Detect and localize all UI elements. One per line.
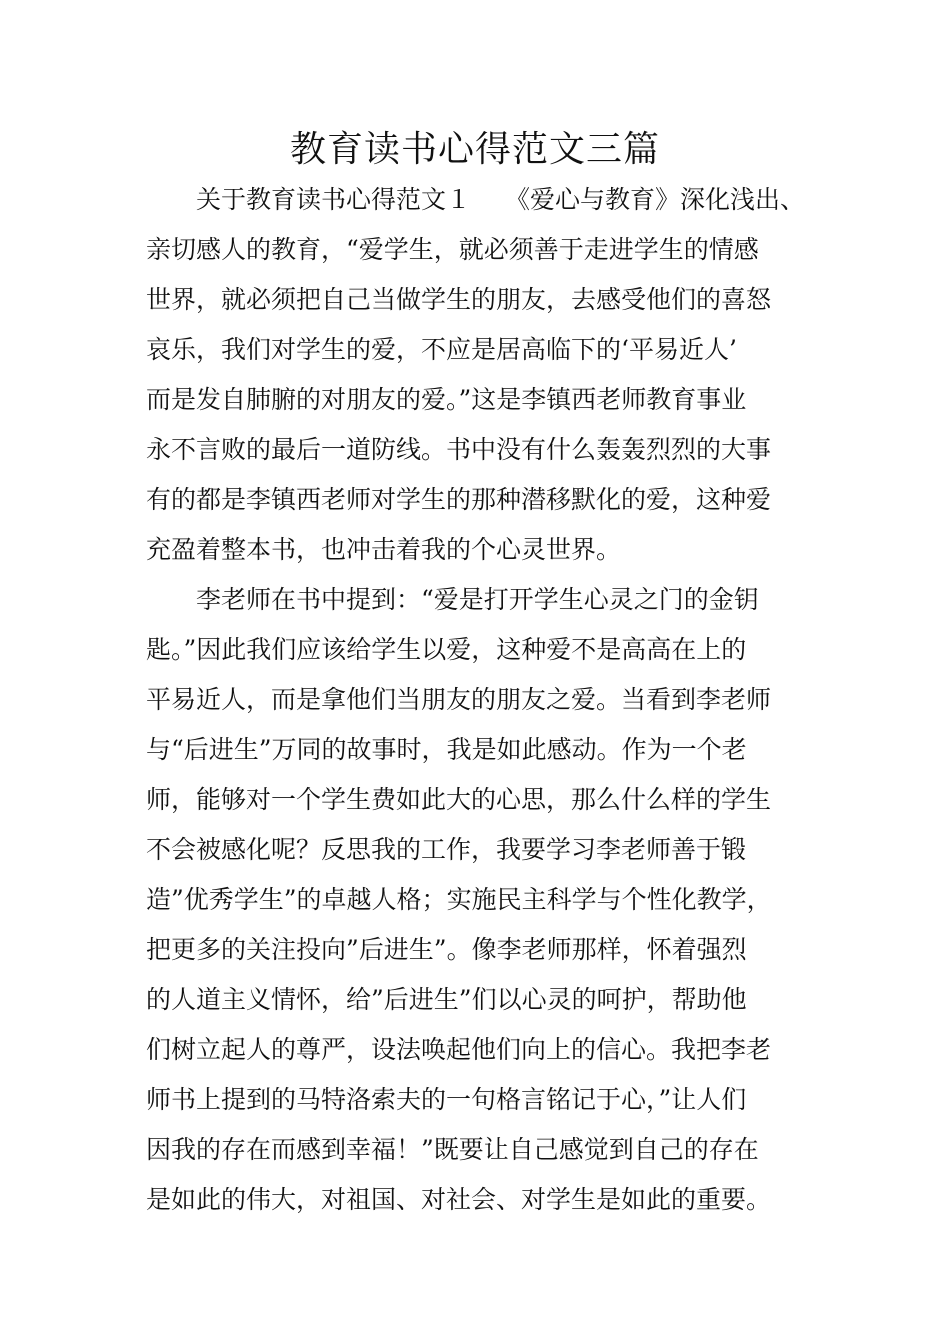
paragraph-2-line-12: 因我的存在而感到幸福！”既要让自己感觉到自己的存在 — [146, 1135, 759, 1164]
document-title: 教育读书心得范文三篇 — [289, 129, 660, 170]
paragraph-1-line-5: 而是发自肺腑的对朋友的爱。”这是李镇西老师教育事业 — [146, 385, 747, 414]
paragraph-1-line-6: 永不言败的最后一道防线。书中没有什么轰轰烈烈的大事 — [146, 435, 772, 464]
paragraph-2-line-7: 造”优秀学生”的卓越人格；实施民主科学与个性化教学， — [146, 885, 772, 914]
paragraph-1-line-2: 亲切感人的教育，“爱学生，就必须善于走进学生的情感 — [146, 235, 759, 264]
paragraph-2-line-5: 师，能够对一个学生费如此大的心思，那么什么样的学生 — [146, 785, 772, 814]
paragraph-1-line-8: 充盈着整本书，也冲击着我的个心灵世界。 — [146, 535, 622, 564]
paragraph-2-line-2: 匙。”因此我们应该给学生以爱，这种爱不是高高在上的 — [146, 635, 747, 664]
paragraph-2-line-13: 是如此的伟大，对祖国、对社会、对学生是如此的重要。 — [146, 1185, 772, 1214]
paragraph-2-line-1: 李老师在书中提到：“爱是打开学生心灵之门的金钥 — [196, 585, 759, 614]
paragraph-1-line-4: 哀乐，我们对学生的爱，不应是居高临下的‘平易近人’ — [146, 335, 737, 364]
paragraph-1-line-1 — [196, 184, 805, 216]
paragraph-text: 《爱心与教育》深化浅出、 — [505, 185, 806, 214]
paragraph-2-line-9: 的人道主义情怀，给”后进生”们以心灵的呵护，帮助他 — [146, 985, 747, 1014]
paragraph-2-line-3: 平易近人，而是拿他们当朋友的朋友之爱。当看到李老师 — [146, 685, 772, 714]
paragraph-2-line-4: 与“后进生”万同的故事时，我是如此感动。作为一个老 — [146, 735, 747, 764]
paragraph-2-line-10: 们树立起人的尊严，设法唤起他们向上的信心。我把李老 — [146, 1035, 772, 1064]
paragraph-1-line-7: 有的都是李镇西老师对学生的那种潜移默化的爱，这种爱 — [146, 485, 772, 514]
paragraph-1-line-3: 世界，就必须把自己当做学生的朋友，去感受他们的喜怒 — [146, 285, 772, 314]
paragraph-2-line-6: 不会被感化呢？反思我的工作，我要学习李老师善于锻 — [146, 835, 747, 864]
paragraph-2-line-8: 把更多的关注投向”后进生”。像李老师那样，怀着强烈 — [146, 935, 747, 964]
article-heading: 关于教育读书心得范文１ — [196, 185, 472, 214]
paragraph-2-line-11: 师书上提到的马特洛索夫的一句格言铭记于心，”让人们 — [146, 1085, 747, 1114]
